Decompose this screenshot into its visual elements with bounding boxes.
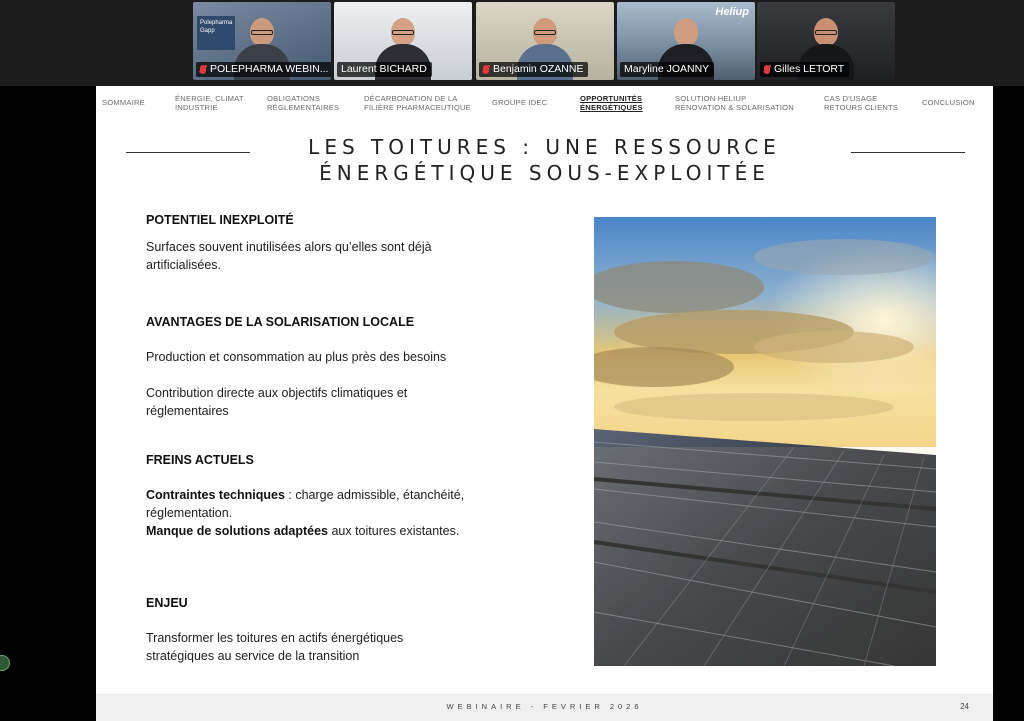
nav-energie-climat[interactable]: ÉNERGIE, CLIMAT INDUSTRIE bbox=[175, 94, 244, 112]
nav-decarbonation[interactable]: DÉCARBONATION DE LA FILIÈRE PHARMACEUTIQUE bbox=[364, 94, 471, 112]
participant-nametag bbox=[337, 62, 432, 77]
text-potentiel: Surfaces souvent inutilisées alors qu’elles sont déjà artificialisées. bbox=[146, 240, 432, 272]
freins-2-rest: aux toitures existantes. bbox=[327, 524, 460, 538]
freins-1-rest: : charge admissible, étanchéité, réglementation. bbox=[146, 488, 465, 520]
participant-name: Benjamin OZANNE bbox=[493, 63, 584, 75]
participant-tile-benjamin-ozanne[interactable] bbox=[476, 2, 614, 80]
title-line-1: LES TOITURES : UNE RESSOURCE bbox=[308, 135, 781, 159]
heading-freins: FREINS ACTUELS bbox=[146, 453, 254, 467]
participant-name: Maryline JOANNY bbox=[624, 63, 710, 75]
mic-muted-icon bbox=[764, 65, 770, 74]
nav-obligations[interactable]: OBLIGATIONS RÉGLEMENTAIRES bbox=[267, 94, 340, 112]
heading-avantages: AVANTAGES DE LA SOLARISATION LOCALE bbox=[146, 315, 415, 329]
title-line-2: ÉNERGÉTIQUE SOUS-EXPLOITÉE bbox=[319, 161, 770, 185]
nav-groupe-idec[interactable]: GROUPE IDEC bbox=[492, 98, 548, 107]
slide-title bbox=[96, 134, 993, 186]
participant-tile-polepharma[interactable] bbox=[193, 2, 331, 80]
text-freins-2 bbox=[146, 522, 466, 540]
participant-nametag bbox=[620, 62, 714, 77]
text-avantages-1: Production et consommation au plus près des besoins bbox=[146, 350, 447, 364]
participant-nametag bbox=[760, 62, 849, 77]
text-freins-1 bbox=[146, 486, 466, 522]
nav-opportunites[interactable]: OPPORTUNITÉS ÉNERGÉTIQUES bbox=[580, 94, 643, 112]
nav-conclusion[interactable]: CONCLUSION bbox=[922, 98, 975, 107]
footer-text: WEBINAIRE - FEVRIER 2026 bbox=[446, 702, 643, 711]
mic-muted-icon bbox=[200, 65, 206, 74]
participant-name: Gilles LETORT bbox=[774, 63, 845, 75]
participant-name: POLEPHARMA WEBIN... bbox=[210, 63, 329, 75]
mic-muted-icon bbox=[483, 65, 489, 74]
slide-navigation bbox=[96, 86, 993, 122]
text-avantages-2: Contribution directe aux objectifs climatiques et réglementaires bbox=[146, 386, 408, 418]
participant-tile-gilles-letort[interactable] bbox=[757, 2, 895, 80]
heliup-logo bbox=[715, 6, 749, 18]
nav-sommaire[interactable]: SOMMAIRE bbox=[102, 98, 145, 107]
page-number: 24 bbox=[960, 702, 969, 711]
logo-text: Heliup bbox=[715, 6, 749, 18]
participant-tile-laurent-bichard[interactable] bbox=[334, 2, 472, 80]
shared-slide bbox=[96, 86, 993, 721]
solar-panels-photo bbox=[594, 217, 936, 666]
logo-text: Polepharma Gapp bbox=[200, 20, 233, 34]
nav-cas-usage[interactable]: CAS D'USAGE RETOURS CLIENTS bbox=[824, 94, 899, 112]
heading-potentiel: POTENTIEL INEXPLOITÉ bbox=[146, 213, 294, 227]
participant-name: Laurent BICHARD bbox=[341, 63, 427, 75]
participant-tile-maryline-joanny[interactable] bbox=[617, 2, 755, 80]
freins-1-bold: Contraintes techniques bbox=[146, 488, 285, 502]
text-enjeu: Transformer les toitures en actifs énergétiques stratégiques au service de la transition bbox=[146, 631, 404, 663]
logo-banner bbox=[197, 16, 235, 50]
participant-nametag bbox=[196, 62, 331, 77]
heading-enjeu: ENJEU bbox=[146, 596, 188, 610]
participant-strip bbox=[0, 0, 1024, 86]
participant-nametag bbox=[479, 62, 588, 77]
slide-footer bbox=[96, 694, 993, 721]
side-app-icon[interactable] bbox=[0, 655, 10, 671]
nav-solution-heliup[interactable]: SOLUTION HELIUP RÉNOVATION & SOLARISATION bbox=[675, 94, 794, 112]
freins-2-bold: Manque de solutions adaptées bbox=[146, 524, 328, 538]
